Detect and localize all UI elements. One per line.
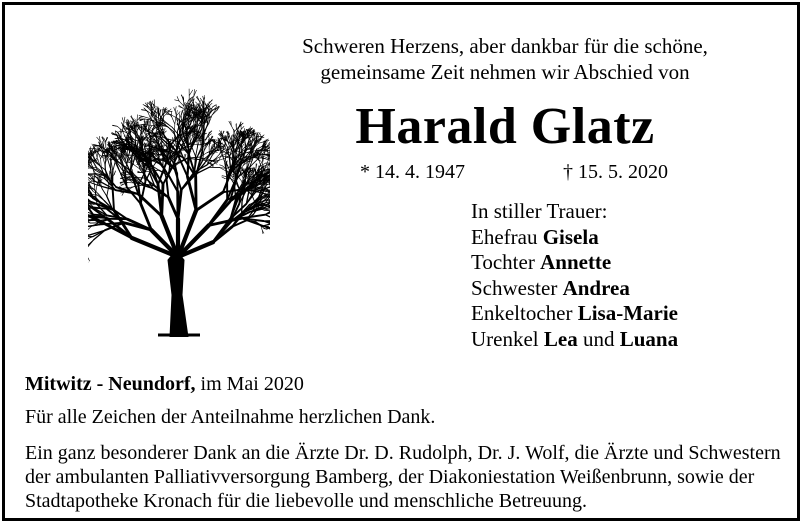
place-date-line <box>25 373 304 396</box>
place-name: Mitwitz - Neundorf, <box>25 373 196 395</box>
death-date: † 15. 5. 2020 <box>563 161 668 183</box>
thanks-line: Für alle Zeichen der Anteilnahme herzlichen Dank. <box>25 406 436 428</box>
tree-icon <box>88 45 270 337</box>
mourner-granddaughter: Enkeltocher Lisa-Marie <box>471 301 679 325</box>
intro-line-1: Schweren Herzens, aber dankbar für die schöne, <box>302 34 708 58</box>
mourners-heading: In stiller Trauer: <box>471 199 608 223</box>
mourner-spouse: Ehefrau Gisela <box>471 224 599 249</box>
mourners-list <box>471 199 678 352</box>
tree-trunk <box>168 250 188 337</box>
special-thanks <box>25 441 795 513</box>
birth-date: * 14. 4. 1947 <box>360 161 465 183</box>
mourner-great-grandchildren: Urenkel Lea und Luana <box>471 326 679 351</box>
place-time: im Mai 2020 <box>200 373 304 395</box>
intro-line-2: gemeinsame Zeit nehmen wir Abschied von <box>320 60 690 84</box>
special-thanks-line: Ein ganz besonderer Dank an die Ärzte Dr. D. Rudolph, Dr. J. Wolf, die Ärzte und Schwestern <box>25 442 781 464</box>
mourner-daughter: Tochter Annette <box>471 250 612 274</box>
mourner-sister: Schwester Andrea <box>471 275 630 300</box>
special-thanks-line: Stadtapotheke Kronach für die liebevolle und menschliche Betreuung. <box>25 490 588 512</box>
special-thanks-line: der ambulanten Palliativversorgung Bamberg, der Diakoniestation Weißenbrunn, sowie der <box>25 466 755 488</box>
obituary-notice <box>2 2 800 521</box>
deceased-name: Harald Glatz <box>355 98 655 155</box>
